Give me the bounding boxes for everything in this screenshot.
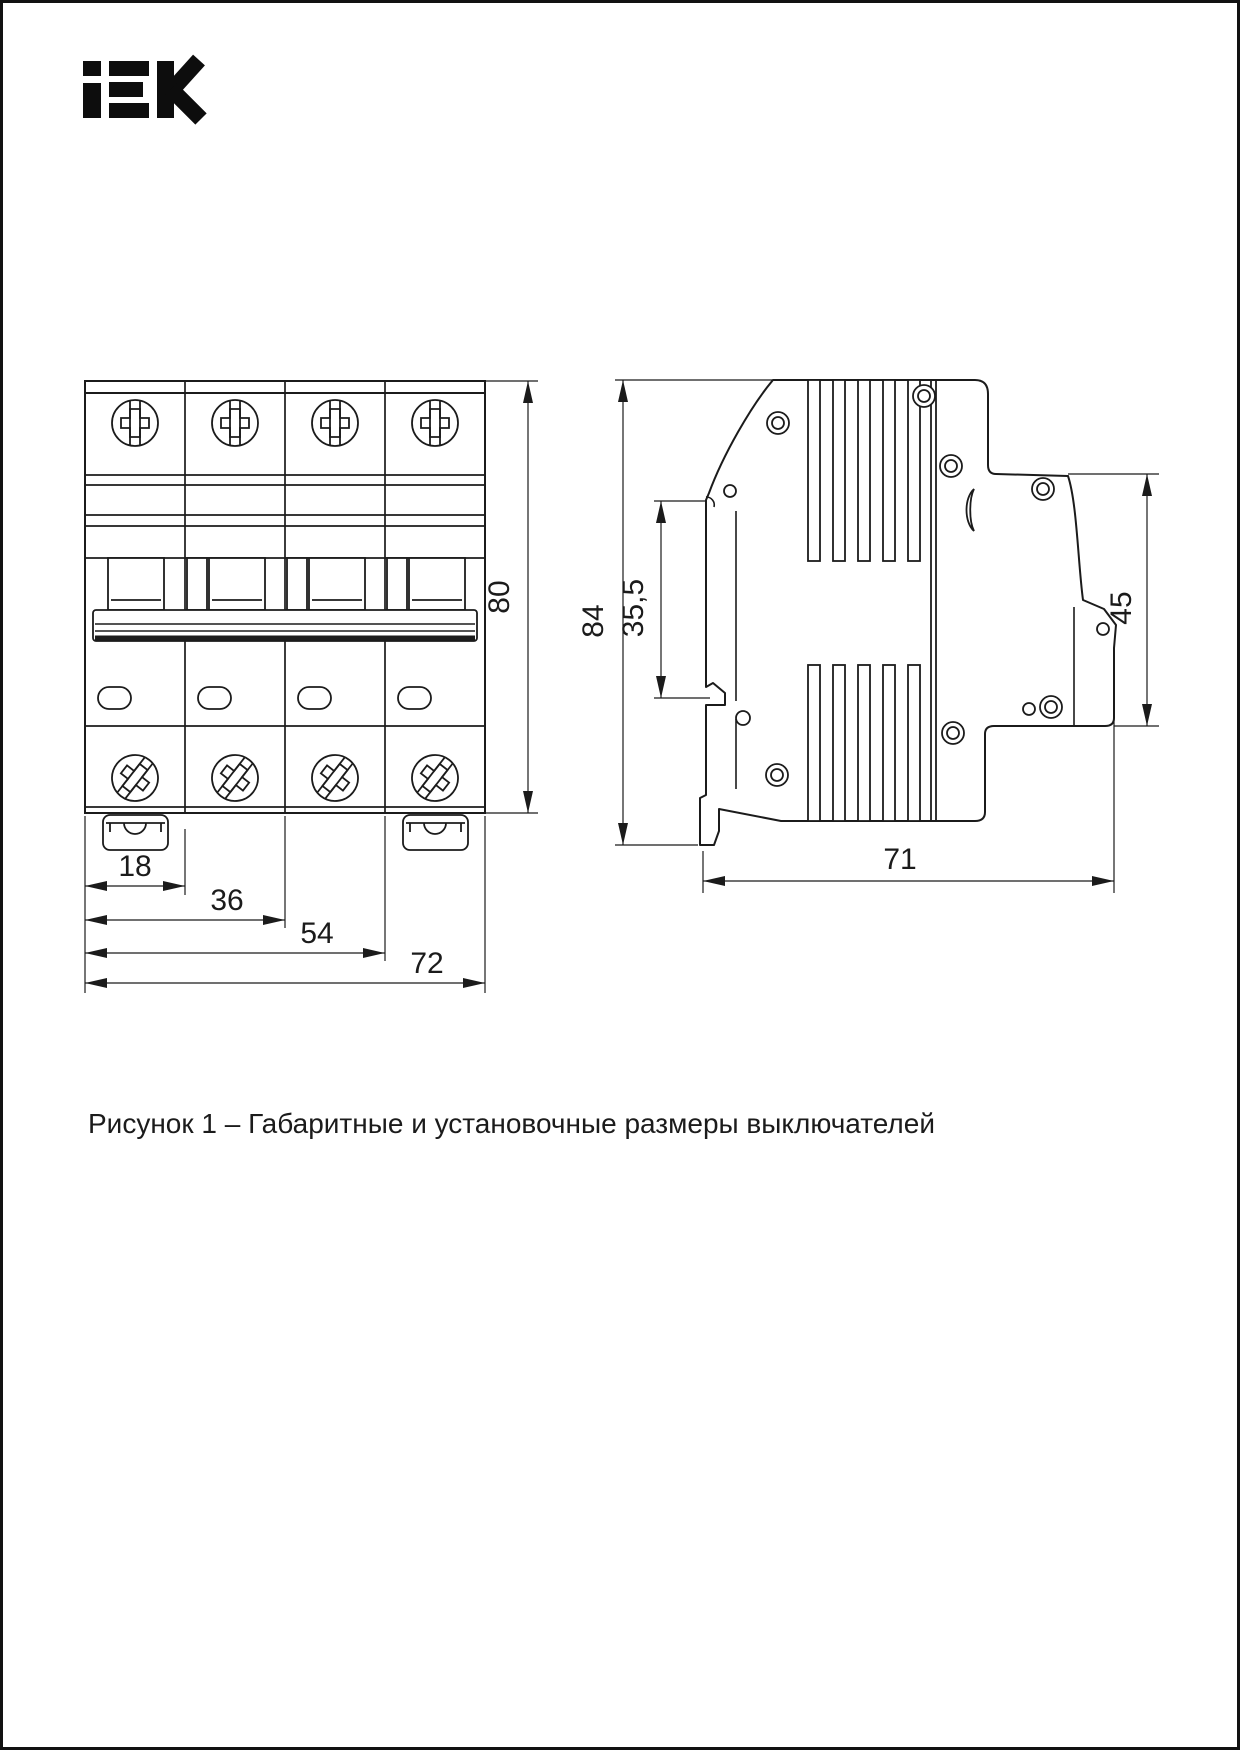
dim-label-71: 71 bbox=[883, 843, 917, 876]
dim-label-54: 54 bbox=[300, 917, 334, 950]
figure-drawing bbox=[3, 3, 1240, 1750]
side-view-drawing bbox=[577, 380, 1159, 893]
rivet-icon bbox=[942, 722, 964, 744]
rivet-icon bbox=[766, 764, 788, 786]
rivet-icon bbox=[1040, 696, 1062, 718]
dim-label-45: 45 bbox=[1105, 591, 1138, 625]
rivet-icon bbox=[1032, 478, 1054, 500]
screw-icon bbox=[412, 400, 458, 446]
dim-label-84: 84 bbox=[577, 604, 610, 638]
rivet-icon bbox=[913, 385, 935, 407]
rivet-icon bbox=[767, 412, 789, 434]
dim-label-36: 36 bbox=[210, 884, 244, 917]
figure-caption: Рисунок 1 – Габаритные и установочные размеры выключателей bbox=[88, 1108, 935, 1139]
screw-icon bbox=[312, 400, 358, 446]
dim-label-18: 18 bbox=[118, 850, 152, 883]
screw-icon bbox=[212, 400, 258, 446]
dim-label-35-5: 35,5 bbox=[617, 578, 650, 638]
rivet-icon bbox=[940, 455, 962, 477]
iek-logo bbox=[83, 60, 201, 119]
screw-icon bbox=[112, 400, 158, 446]
din-clip bbox=[403, 815, 468, 850]
dim-label-height-80: 80 bbox=[483, 580, 516, 614]
dim-label-72: 72 bbox=[410, 947, 444, 980]
front-view-drawing bbox=[85, 381, 538, 993]
din-clip bbox=[103, 815, 168, 850]
